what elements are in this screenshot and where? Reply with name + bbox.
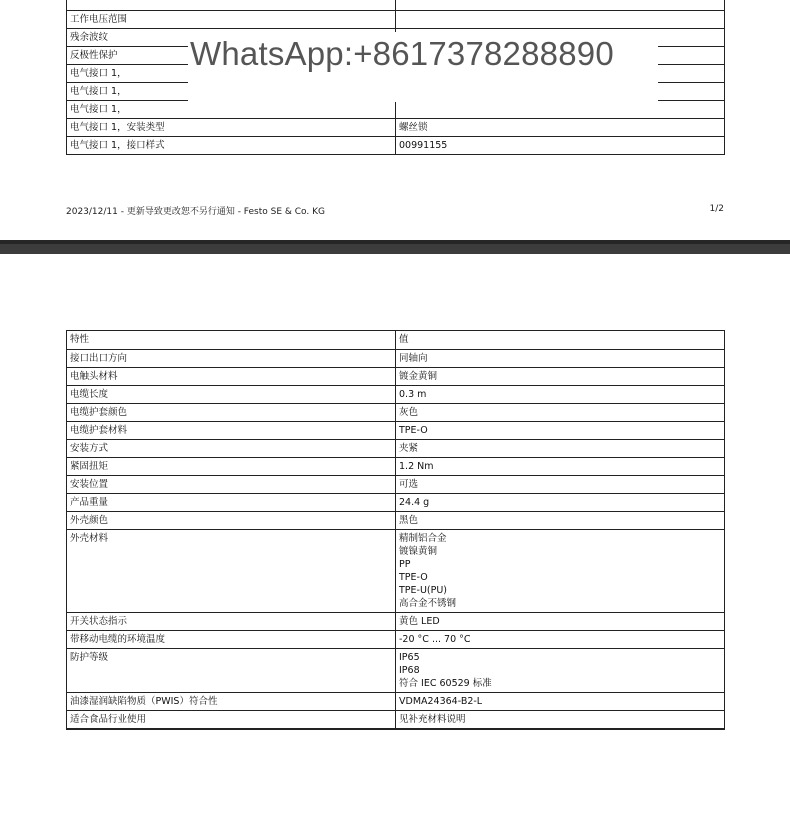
value-line: 1.2 Nm bbox=[399, 461, 434, 472]
value-line: PP bbox=[399, 559, 411, 570]
value-line: 黑色 bbox=[399, 515, 419, 526]
table-row bbox=[67, 530, 725, 613]
table-row bbox=[67, 649, 725, 693]
table-row bbox=[67, 613, 725, 631]
table-row bbox=[67, 0, 725, 11]
row-value bbox=[396, 693, 725, 711]
row-value bbox=[396, 440, 725, 458]
table-row bbox=[67, 693, 725, 711]
row-label: 工作电压范围 bbox=[67, 11, 396, 29]
row-label: 电缆护套材料 bbox=[67, 422, 396, 440]
table-row bbox=[67, 631, 725, 649]
row-label: 防护等级 bbox=[67, 649, 396, 693]
value-line: VDMA24364-B2-L bbox=[399, 696, 483, 707]
row-label: 产品重量 bbox=[67, 494, 396, 512]
row-label: 电气接口 1，接口样式 bbox=[67, 137, 396, 155]
table-row bbox=[67, 386, 725, 404]
row-label: 残余波纹 bbox=[67, 29, 396, 47]
table-row bbox=[67, 119, 725, 137]
table-row bbox=[67, 476, 725, 494]
row-value bbox=[396, 530, 725, 613]
row-value bbox=[396, 476, 725, 494]
table-row bbox=[67, 350, 725, 368]
row-value bbox=[396, 0, 725, 11]
value-line: 符合 IEC 60529 标准 bbox=[399, 678, 492, 689]
row-label: 带移动电缆的环境温度 bbox=[67, 631, 396, 649]
row-label: 适合食品行业使用 bbox=[67, 711, 396, 730]
table-row bbox=[67, 458, 725, 476]
row-value bbox=[396, 494, 725, 512]
row-value bbox=[396, 386, 725, 404]
row-label: 电缆长度 bbox=[67, 386, 396, 404]
value-line: 24.4 g bbox=[399, 497, 430, 508]
value-line: TPE-O bbox=[399, 572, 428, 583]
row-value bbox=[396, 422, 725, 440]
row-value bbox=[396, 649, 725, 693]
row-label: 电气接口 1， bbox=[67, 83, 396, 101]
value-line: 精制铝合金 bbox=[399, 533, 447, 544]
value-line: 可选 bbox=[399, 479, 419, 490]
spec-table-page-2 bbox=[66, 330, 725, 730]
row-value bbox=[396, 11, 725, 29]
row-value bbox=[396, 613, 725, 631]
table-row bbox=[67, 137, 725, 155]
value-line: -20 °C ... 70 °C bbox=[399, 634, 471, 645]
value-line: TPE-U(PU) bbox=[399, 585, 448, 596]
value-line: 见补充材料说明 bbox=[399, 714, 466, 725]
value-line: 镀金黄铜 bbox=[399, 371, 438, 382]
row-label: 电气接口 1， bbox=[67, 101, 396, 119]
table-row bbox=[67, 512, 725, 530]
row-label: 电缆护套颜色 bbox=[67, 404, 396, 422]
value-line: TPE-O bbox=[399, 425, 428, 436]
page-separator bbox=[0, 240, 790, 254]
row-label: 反极性保护 bbox=[67, 47, 396, 65]
value-line: 镀镍黄铜 bbox=[399, 546, 438, 557]
row-value: 00991155 bbox=[396, 137, 725, 155]
table-row bbox=[67, 11, 725, 29]
value-line: 0.3 m bbox=[399, 389, 427, 400]
row-label: 电气接口 1，安装类型 bbox=[67, 119, 396, 137]
table-row bbox=[67, 494, 725, 512]
page-number: 1/2 bbox=[709, 204, 724, 214]
row-label: 开关状态指示 bbox=[67, 613, 396, 631]
row-label: 外壳材料 bbox=[67, 530, 396, 613]
row-label: 接口出口方向 bbox=[67, 350, 396, 368]
header-value: 值 bbox=[396, 331, 725, 350]
row-value bbox=[396, 631, 725, 649]
row-value bbox=[396, 458, 725, 476]
row-label: 紧固扭矩 bbox=[67, 458, 396, 476]
table-row bbox=[67, 422, 725, 440]
row-value bbox=[396, 512, 725, 530]
row-label bbox=[67, 0, 396, 11]
row-value bbox=[396, 711, 725, 730]
row-value: 螺丝锁 bbox=[396, 119, 725, 137]
value-line: 灰色 bbox=[399, 407, 419, 418]
row-label: 油漆湿润缺陷物质（PWIS）符合性 bbox=[67, 693, 396, 711]
footer-note: 2023/12/11 - 更新导致更改恕不另行通知 - Festo SE & Co. KG bbox=[66, 207, 325, 217]
row-value bbox=[396, 368, 725, 386]
value-line: 黄色 LED bbox=[399, 616, 440, 627]
row-value bbox=[396, 101, 725, 119]
row-value bbox=[396, 404, 725, 422]
document-page-2 bbox=[0, 254, 790, 837]
document-page-1 bbox=[0, 0, 790, 240]
row-value bbox=[396, 350, 725, 368]
value-line: 夹紧 bbox=[399, 443, 419, 454]
row-label: 外壳颜色 bbox=[67, 512, 396, 530]
watermark-overlay bbox=[188, 32, 658, 102]
value-line: 高合金不锈钢 bbox=[399, 598, 457, 609]
value-line: 同轴向 bbox=[399, 353, 428, 364]
watermark-text: WhatsApp:+8617378288890 bbox=[190, 35, 614, 72]
value-line: IP68 bbox=[399, 665, 420, 676]
row-label: 安装方式 bbox=[67, 440, 396, 458]
table-row bbox=[67, 101, 725, 119]
value-line: IP65 bbox=[399, 652, 420, 663]
table-row bbox=[67, 711, 725, 730]
row-label: 电气接口 1， bbox=[67, 65, 396, 83]
row-label: 电触头材料 bbox=[67, 368, 396, 386]
table-row bbox=[67, 404, 725, 422]
table-row bbox=[67, 368, 725, 386]
table-header-row bbox=[67, 331, 725, 350]
row-label: 安装位置 bbox=[67, 476, 396, 494]
table-row bbox=[67, 440, 725, 458]
header-feature: 特性 bbox=[67, 331, 396, 350]
